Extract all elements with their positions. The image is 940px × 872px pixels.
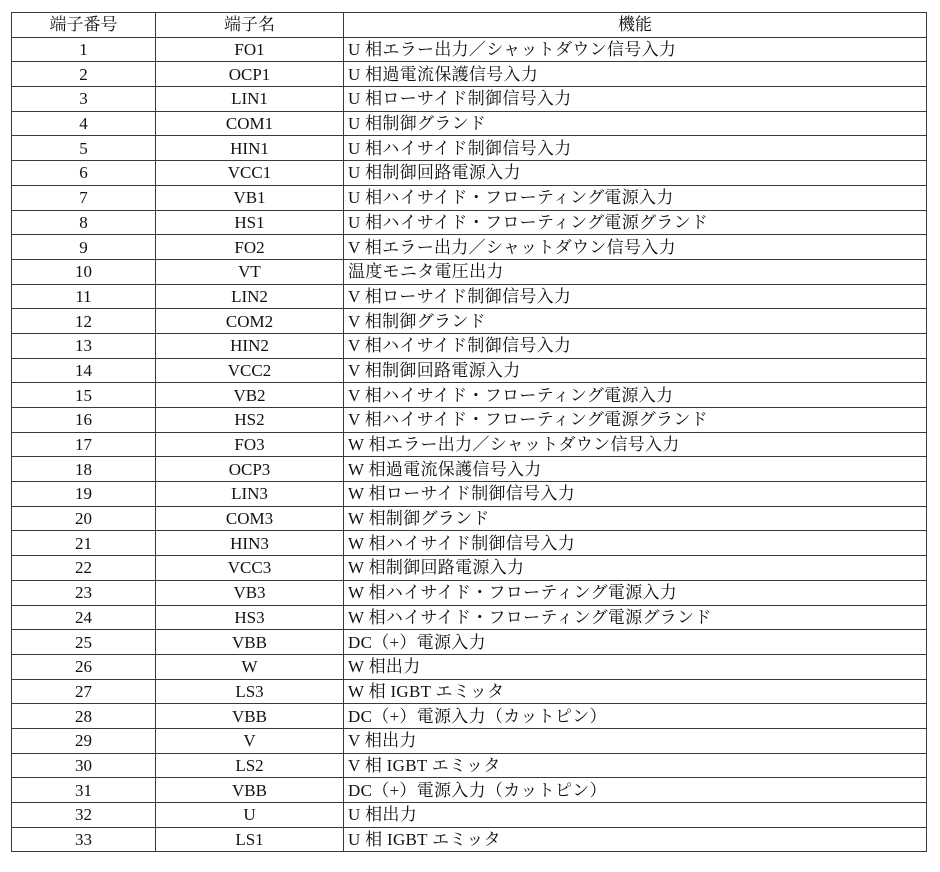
table-row (12, 457, 927, 482)
pin-number-cell: 22 (12, 556, 156, 581)
function-cell: W 相 IGBT エミッタ (344, 679, 927, 704)
pin-number-cell: 27 (12, 679, 156, 704)
table-header (12, 13, 927, 38)
function-cell: V 相 IGBT エミッタ (344, 753, 927, 778)
pin-name-cell: OCP3 (156, 457, 344, 482)
pin-name-cell: W (156, 654, 344, 679)
table-row (12, 408, 927, 433)
pin-number-cell: 1 (12, 37, 156, 62)
pin-function-table (11, 12, 927, 852)
table-row (12, 728, 927, 753)
table-row (12, 161, 927, 186)
pin-name-cell: HIN1 (156, 136, 344, 161)
pin-number-cell: 25 (12, 630, 156, 655)
function-cell: V 相出力 (344, 728, 927, 753)
function-cell: U 相ローサイド制御信号入力 (344, 87, 927, 112)
pin-number-cell: 31 (12, 778, 156, 803)
pin-number-cell: 21 (12, 531, 156, 556)
pin-number-cell: 2 (12, 62, 156, 87)
function-cell: V 相ハイサイド・フローティング電源グランド (344, 408, 927, 433)
function-cell: U 相制御グランド (344, 111, 927, 136)
table-row (12, 309, 927, 334)
table-row (12, 778, 927, 803)
pin-name-cell: VBB (156, 778, 344, 803)
function-cell: W 相出力 (344, 654, 927, 679)
function-cell: U 相エラー出力／シャットダウン信号入力 (344, 37, 927, 62)
function-cell: V 相エラー出力／シャットダウン信号入力 (344, 235, 927, 260)
pin-number-cell: 15 (12, 383, 156, 408)
function-cell: W 相過電流保護信号入力 (344, 457, 927, 482)
function-cell: U 相過電流保護信号入力 (344, 62, 927, 87)
pin-name-cell: HS3 (156, 605, 344, 630)
pin-name-cell: HS1 (156, 210, 344, 235)
table-row (12, 259, 927, 284)
pin-number-cell: 17 (12, 432, 156, 457)
function-cell: V 相ローサイド制御信号入力 (344, 284, 927, 309)
function-cell: U 相制御回路電源入力 (344, 161, 927, 186)
pin-number-cell: 30 (12, 753, 156, 778)
pin-number-cell: 16 (12, 408, 156, 433)
function-cell: V 相制御回路電源入力 (344, 358, 927, 383)
pin-name-cell: OCP1 (156, 62, 344, 87)
pin-name-cell: LS3 (156, 679, 344, 704)
table-row (12, 679, 927, 704)
pin-number-cell: 7 (12, 185, 156, 210)
pin-number-cell: 14 (12, 358, 156, 383)
pin-name-cell: LIN2 (156, 284, 344, 309)
table-row (12, 704, 927, 729)
table-row (12, 531, 927, 556)
table-row (12, 580, 927, 605)
pin-number-cell: 11 (12, 284, 156, 309)
table-row (12, 482, 927, 507)
pin-number-cell: 13 (12, 333, 156, 358)
function-cell: V 相ハイサイド・フローティング電源入力 (344, 383, 927, 408)
pin-number-cell: 18 (12, 457, 156, 482)
header-row (12, 13, 927, 38)
function-cell: V 相ハイサイド制御信号入力 (344, 333, 927, 358)
table-row (12, 210, 927, 235)
pin-number-cell: 9 (12, 235, 156, 260)
pin-table-container (11, 12, 927, 852)
table-row (12, 111, 927, 136)
pin-name-cell: COM3 (156, 506, 344, 531)
pin-name-cell: FO3 (156, 432, 344, 457)
function-cell: W 相ハイサイド制御信号入力 (344, 531, 927, 556)
table-row (12, 136, 927, 161)
table-row (12, 605, 927, 630)
header-function: 機能 (344, 13, 927, 38)
table-body (12, 37, 927, 852)
table-row (12, 185, 927, 210)
pin-name-cell: VB2 (156, 383, 344, 408)
table-row (12, 556, 927, 581)
table-row (12, 654, 927, 679)
pin-number-cell: 23 (12, 580, 156, 605)
pin-name-cell: HIN2 (156, 333, 344, 358)
pin-name-cell: VB3 (156, 580, 344, 605)
function-cell: W 相ハイサイド・フローティング電源グランド (344, 605, 927, 630)
function-cell: DC（+）電源入力（カットピン） (344, 778, 927, 803)
table-row (12, 630, 927, 655)
function-cell: DC（+）電源入力 (344, 630, 927, 655)
function-cell: W 相ローサイド制御信号入力 (344, 482, 927, 507)
table-row (12, 235, 927, 260)
function-cell: U 相出力 (344, 803, 927, 828)
pin-number-cell: 29 (12, 728, 156, 753)
pin-name-cell: FO2 (156, 235, 344, 260)
pin-number-cell: 4 (12, 111, 156, 136)
table-row (12, 87, 927, 112)
pin-number-cell: 28 (12, 704, 156, 729)
pin-name-cell: VB1 (156, 185, 344, 210)
pin-number-cell: 5 (12, 136, 156, 161)
table-row (12, 506, 927, 531)
pin-name-cell: V (156, 728, 344, 753)
function-cell: V 相制御グランド (344, 309, 927, 334)
function-cell: U 相ハイサイド・フローティング電源グランド (344, 210, 927, 235)
header-pin-name: 端子名 (156, 13, 344, 38)
pin-name-cell: U (156, 803, 344, 828)
table-row (12, 803, 927, 828)
pin-name-cell: COM1 (156, 111, 344, 136)
table-row (12, 333, 927, 358)
pin-number-cell: 24 (12, 605, 156, 630)
pin-name-cell: VBB (156, 630, 344, 655)
table-row (12, 753, 927, 778)
function-cell: DC（+）電源入力（カットピン） (344, 704, 927, 729)
pin-name-cell: LIN1 (156, 87, 344, 112)
table-row (12, 432, 927, 457)
table-row (12, 358, 927, 383)
pin-name-cell: LS1 (156, 827, 344, 852)
table-row (12, 62, 927, 87)
function-cell: W 相ハイサイド・フローティング電源入力 (344, 580, 927, 605)
pin-number-cell: 12 (12, 309, 156, 334)
table-row (12, 284, 927, 309)
pin-name-cell: VCC2 (156, 358, 344, 383)
pin-number-cell: 19 (12, 482, 156, 507)
pin-name-cell: VCC1 (156, 161, 344, 186)
pin-number-cell: 3 (12, 87, 156, 112)
pin-name-cell: VBB (156, 704, 344, 729)
table-row (12, 827, 927, 852)
pin-number-cell: 10 (12, 259, 156, 284)
table-row (12, 383, 927, 408)
header-pin-number: 端子番号 (12, 13, 156, 38)
pin-number-cell: 8 (12, 210, 156, 235)
pin-name-cell: VCC3 (156, 556, 344, 581)
pin-number-cell: 26 (12, 654, 156, 679)
function-cell: U 相ハイサイド制御信号入力 (344, 136, 927, 161)
function-cell: U 相 IGBT エミッタ (344, 827, 927, 852)
function-cell: W 相エラー出力／シャットダウン信号入力 (344, 432, 927, 457)
pin-number-cell: 33 (12, 827, 156, 852)
function-cell: U 相ハイサイド・フローティング電源入力 (344, 185, 927, 210)
function-cell: W 相制御回路電源入力 (344, 556, 927, 581)
pin-name-cell: COM2 (156, 309, 344, 334)
pin-number-cell: 20 (12, 506, 156, 531)
pin-name-cell: HIN3 (156, 531, 344, 556)
pin-number-cell: 32 (12, 803, 156, 828)
function-cell: 温度モニタ電圧出力 (344, 259, 927, 284)
pin-number-cell: 6 (12, 161, 156, 186)
pin-name-cell: FO1 (156, 37, 344, 62)
pin-name-cell: LIN3 (156, 482, 344, 507)
pin-name-cell: HS2 (156, 408, 344, 433)
pin-name-cell: VT (156, 259, 344, 284)
pin-name-cell: LS2 (156, 753, 344, 778)
function-cell: W 相制御グランド (344, 506, 927, 531)
table-row (12, 37, 927, 62)
